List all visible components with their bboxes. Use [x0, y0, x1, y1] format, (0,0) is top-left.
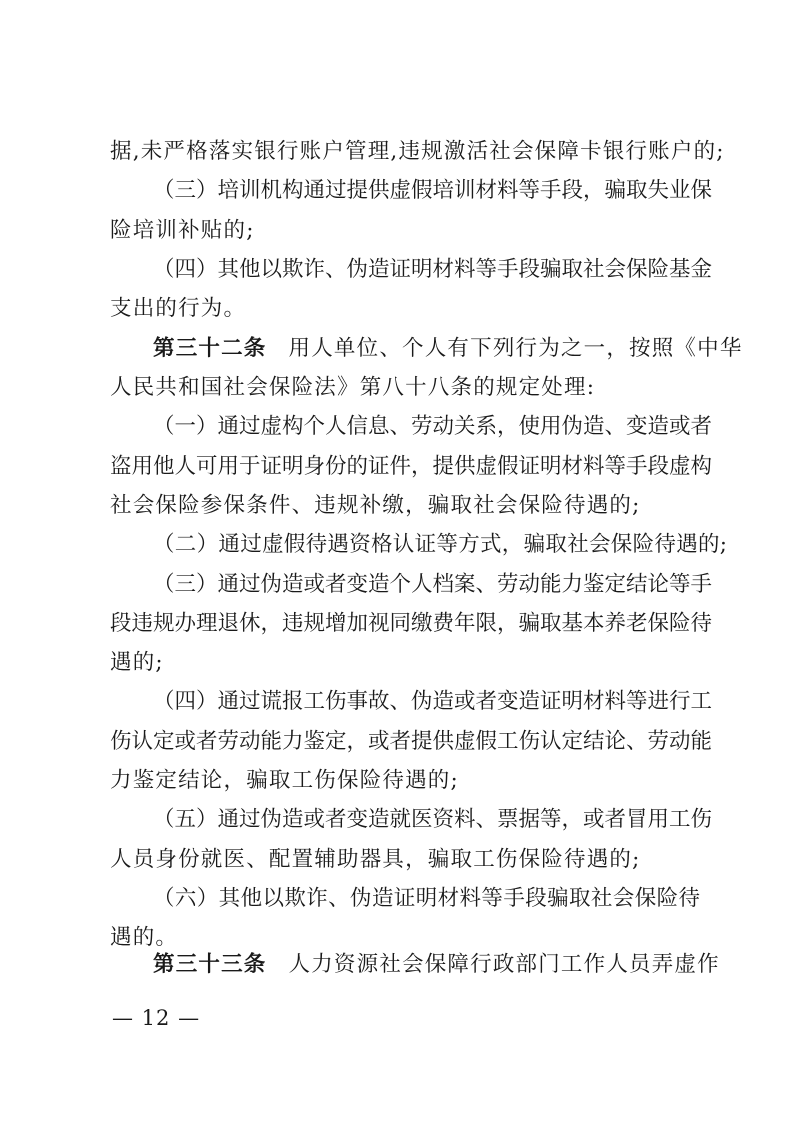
text-line: 人员身份就医、配置辅助器具，骗取工伤保险待遇的; [110, 847, 641, 872]
text-line: 伤认定或者劳动能力鉴定，或者提供虚假工伤认定结论、劳动能 [110, 729, 713, 754]
text-line: （五）通过伪造或者变造就医资料、票据等，或者冒用工伤 [153, 807, 713, 832]
page-number: — 12 — [112, 1006, 201, 1030]
text-line: 险培训补贴的; [110, 218, 255, 243]
article-32-line [153, 329, 743, 369]
text-span: 人力资源社会保障行政部门工作人员弄虚作 [288, 952, 720, 977]
article-heading: 第三十二条 [153, 336, 267, 361]
text-line: 支出的行为。 [110, 296, 247, 321]
text-line: （三）通过伪造或者变造个人档案、劳动能力鉴定结论等手 [153, 572, 713, 597]
text-line: （二）通过虚假待遇资格认证等方式，骗取社会保险待遇的; [153, 532, 728, 557]
text-line: （四）通过谎报工伤事故、伪造或者变造证明材料等进行工 [153, 689, 713, 714]
text-line: （一）通过虚构个人信息、劳动关系，使用伪造、变造或者 [153, 414, 713, 439]
text-span: 用人单位、个人有下列行为之一，按照《中华 [288, 336, 743, 361]
text-line: 盗用他人可用于证明身份的证件，提供虚假证明材料等手段虚构 [110, 454, 713, 479]
article-33-line [153, 945, 720, 985]
text-line: 段违规办理退休，违规增加视同缴费年限，骗取基本养老保险待 [110, 611, 713, 636]
text-line: 社会保险参保条件、违规补缴，骗取社会保险待遇的; [110, 493, 641, 518]
text-line: （六）其他以欺诈、伪造证明材料等手段骗取社会保险待 [153, 886, 700, 911]
text-line: （三）培训机构通过提供虚假培训材料等手段，骗取失业保 [153, 178, 713, 203]
text-line: 据,未严格落实银行账户管理,违规激活社会保障卡银行账户的; [110, 139, 725, 164]
text-line: 遇的; [110, 650, 164, 675]
text-line: 遇的。 [110, 925, 179, 950]
text-line: 人民共和国社会保险法》第八十八条的规定处理: [110, 375, 596, 400]
text-line: 力鉴定结论，骗取工伤保险待遇的; [110, 768, 459, 793]
article-heading: 第三十三条 [153, 952, 267, 977]
text-line: （四）其他以欺诈、伪造证明材料等手段骗取社会保险基金 [153, 257, 713, 282]
